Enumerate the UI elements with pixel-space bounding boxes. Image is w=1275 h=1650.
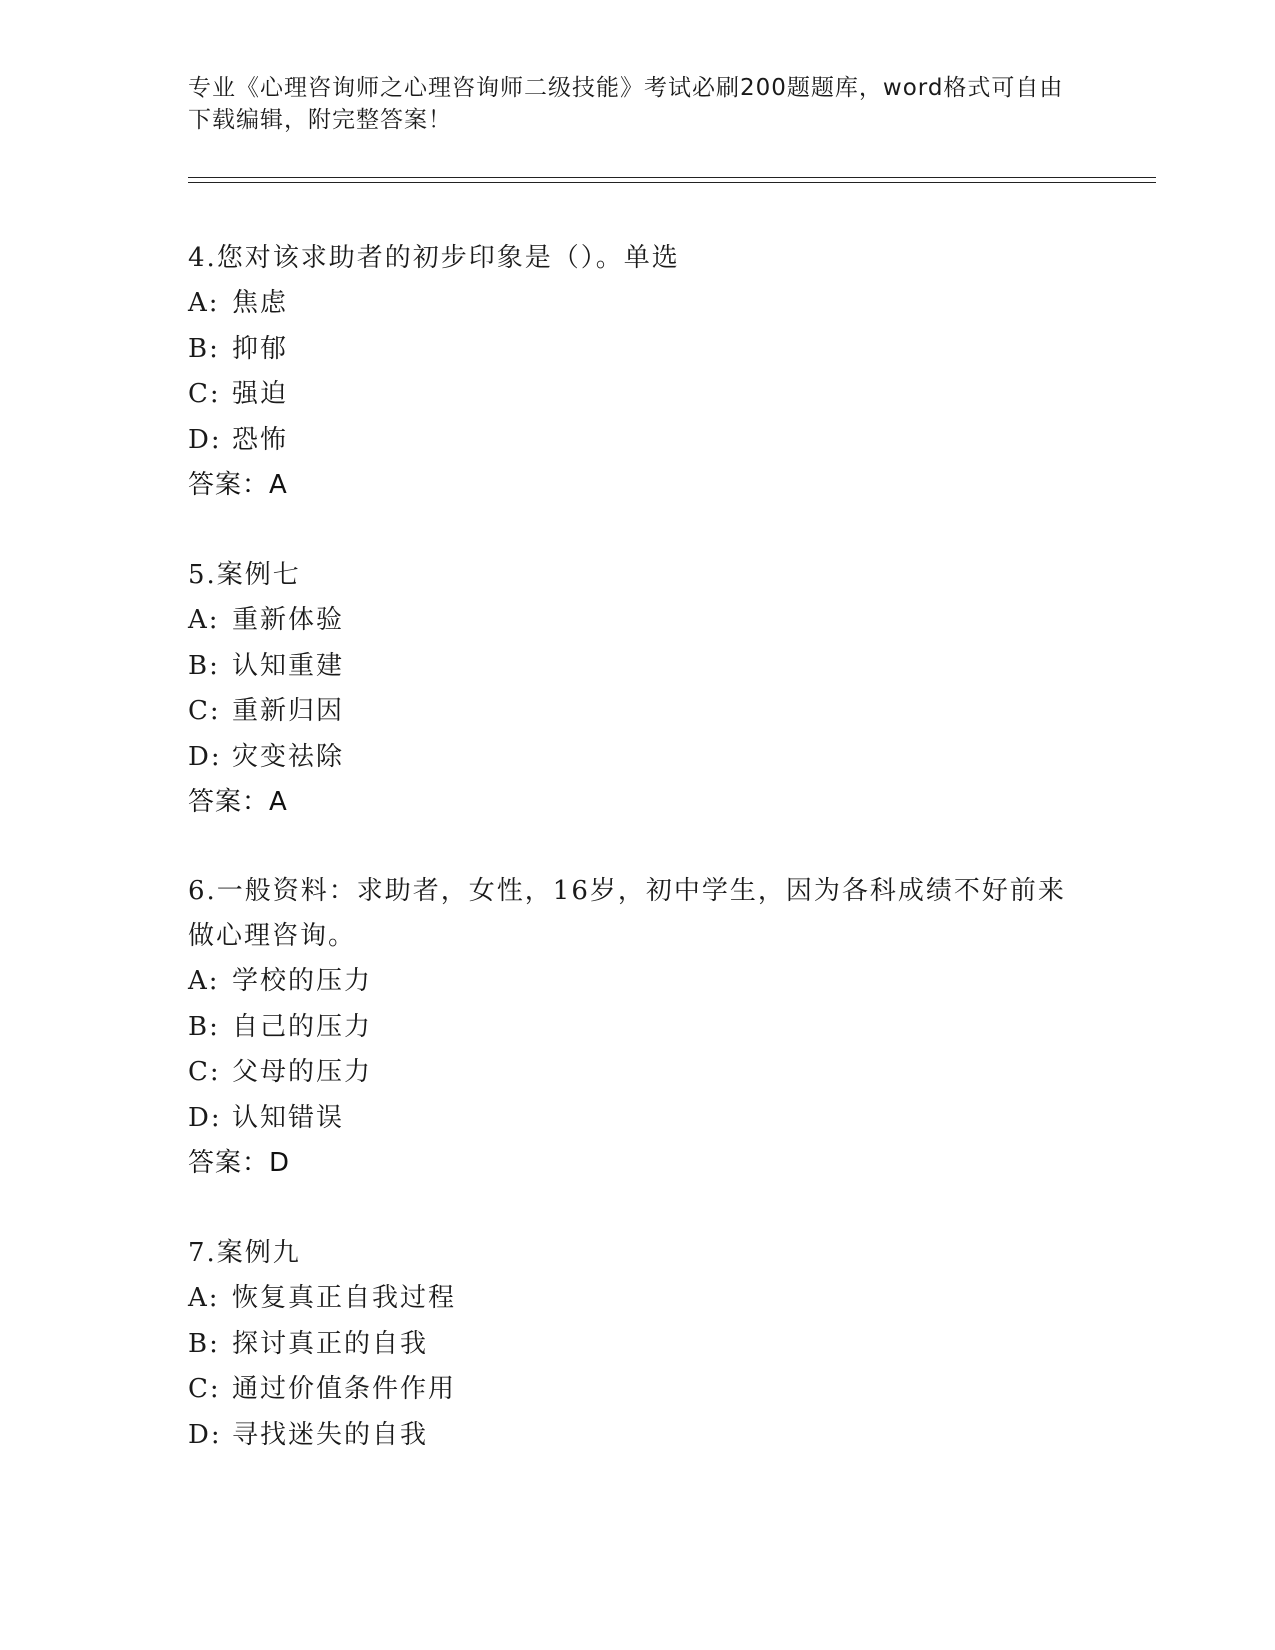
option-c <box>188 1050 1088 1096</box>
option-a <box>188 1276 1088 1322</box>
option-text: 探讨真正的自我 <box>232 1328 429 1359</box>
option-label: D: <box>188 1419 222 1450</box>
question-stem: 6.一般资料：求助者，女性，16岁，初中学生，因为各科成绩不好前来做心理咨询。 <box>188 876 1066 951</box>
header-divider-bottom <box>188 182 1156 183</box>
option-label: D: <box>188 1102 222 1133</box>
option-label: B: <box>188 333 220 364</box>
option-label: B: <box>188 1328 220 1359</box>
option-text: 学校的压力 <box>232 966 373 996</box>
question-stem: 7.案例九 <box>188 1238 301 1268</box>
option-a <box>188 598 1088 644</box>
option-c <box>188 1367 1088 1413</box>
option-text: 焦虑 <box>232 288 289 318</box>
question-block <box>188 869 1088 1186</box>
option-d <box>188 1096 1088 1142</box>
question-block <box>188 553 1088 825</box>
option-text: 灾变祛除 <box>232 741 345 772</box>
option-text: 恢复真正自我过程 <box>232 1283 457 1313</box>
answer-line: 答案：A <box>188 787 288 817</box>
option-text: 强迫 <box>232 379 289 409</box>
option-label: C: <box>188 1374 221 1404</box>
option-d <box>188 1413 1088 1459</box>
option-label: C: <box>188 379 221 409</box>
option-b <box>188 644 1088 690</box>
answer-line: 答案：D <box>188 1148 291 1178</box>
option-label: B: <box>188 1011 220 1042</box>
option-text: 认知重建 <box>232 650 345 681</box>
option-text: 认知错误 <box>232 1102 345 1133</box>
option-text: 恐怖 <box>232 424 289 455</box>
option-a <box>188 281 1088 327</box>
option-text: 父母的压力 <box>232 1057 373 1087</box>
question-block <box>188 236 1088 508</box>
option-b <box>188 1322 1088 1368</box>
option-label: C: <box>188 696 221 726</box>
option-b <box>188 327 1088 373</box>
option-label: C: <box>188 1057 221 1087</box>
header-divider-top <box>188 177 1156 178</box>
option-label: A: <box>188 966 220 996</box>
question-stem: 4.您对该求助者的初步印象是（）。单选 <box>188 243 680 273</box>
document-header: 专业《心理咨询师之心理咨询师二级技能》考试必刷200题题库，word格式可自由下载编辑，附完整答案！ <box>188 75 1064 133</box>
option-label: B: <box>188 650 220 681</box>
question-block <box>188 1231 1088 1458</box>
option-c <box>188 689 1088 735</box>
option-label: A: <box>188 288 220 318</box>
option-label: A: <box>188 1283 220 1313</box>
question-stem: 5.案例七 <box>188 560 301 590</box>
option-text: 寻找迷失的自我 <box>232 1419 429 1450</box>
option-text: 通过价值条件作用 <box>232 1374 457 1404</box>
option-a <box>188 959 1088 1005</box>
answer-line: 答案：A <box>188 470 288 500</box>
option-text: 抑郁 <box>232 333 289 364</box>
option-text: 重新归因 <box>232 696 345 726</box>
option-text: 自己的压力 <box>232 1011 373 1042</box>
option-label: A: <box>188 605 220 635</box>
option-b <box>188 1005 1088 1051</box>
option-text: 重新体验 <box>232 605 345 635</box>
option-label: D: <box>188 424 222 455</box>
option-d <box>188 418 1088 464</box>
option-d <box>188 735 1088 781</box>
option-c <box>188 372 1088 418</box>
option-label: D: <box>188 741 222 772</box>
